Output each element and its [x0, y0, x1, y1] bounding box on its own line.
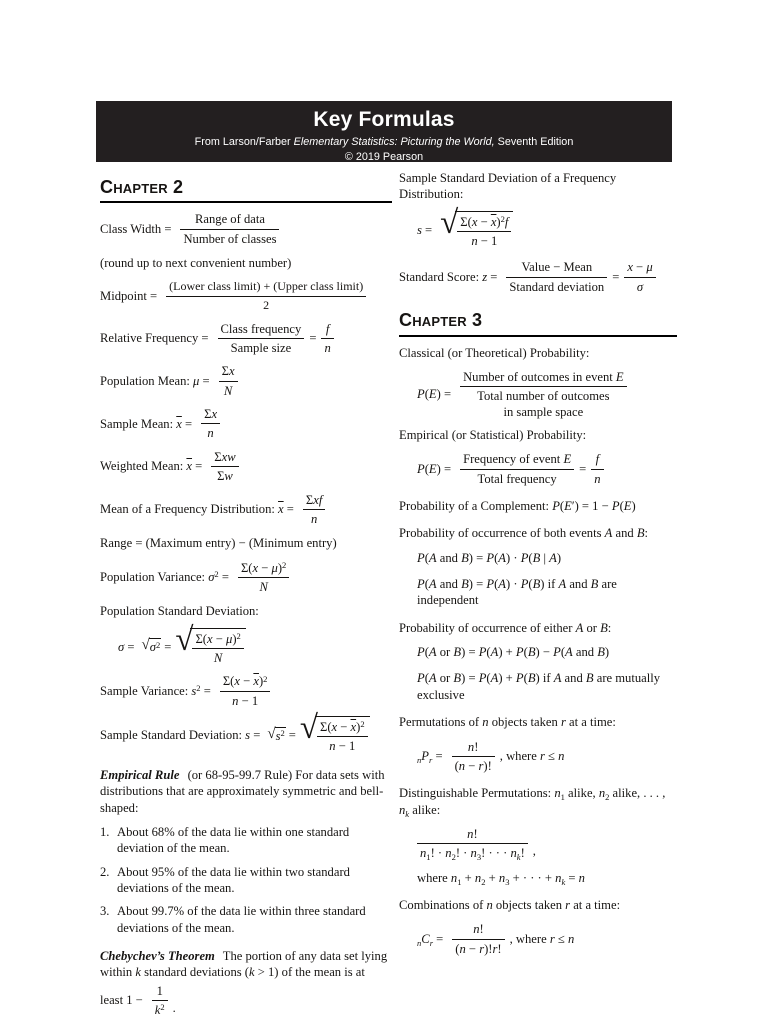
radical	[175, 621, 245, 667]
classical-probability-label: Classical (or Theoretical) Probability:	[399, 345, 590, 360]
radical-small: √ $\sigma^2$	[141, 637, 161, 655]
formula-label: Midpoint =	[100, 289, 158, 304]
formula-sample-mean	[100, 406, 392, 442]
sample-sd-frequency-label: Sample Standard Deviation of a Frequency Distribution:	[399, 171, 617, 202]
list-item	[100, 864, 392, 897]
list-item	[100, 824, 392, 857]
left-column	[100, 176, 392, 1026]
fraction: $\frac{\text{Σxw}}{\Sigma w}$	[211, 449, 238, 485]
fraction: $\frac{1}{k^2}$	[152, 983, 168, 1019]
formula-label: Sample Standard Deviation: s =	[100, 728, 261, 743]
formula-or-mutually-exclusive: P(A or B) = P(A) + P(B) if A and B are mutually exclusive	[417, 671, 661, 702]
formula-combinations	[417, 921, 677, 957]
condition-text: , where r ≤ n	[509, 932, 575, 947]
formula-weighted-mean	[100, 449, 392, 485]
formula-population-mean	[100, 363, 392, 399]
fraction: $\frac{\text{(Lower class limit) + (Upper class limit)}}{2}$	[166, 279, 366, 313]
formula-standard-score	[399, 259, 677, 295]
formula-label: $_nC_r$ =	[417, 932, 444, 949]
formula-label: Population Variance: $\sigma^2$ =	[100, 569, 229, 585]
period: .	[172, 1001, 176, 1016]
formula-label: Mean of a Frequency Distribution: $\overline{x}$ =	[100, 502, 294, 517]
fraction: $\frac{\Sigma x}{n}$	[201, 406, 220, 442]
formula-and-independent: P(A and B) = P(A) · P(B) if A and B are independent	[417, 577, 617, 608]
both-events-label: Probability of occurrence of both events A and B:	[399, 526, 649, 541]
list-text: About 95% of the data lie within two standard deviations of the mean.	[117, 864, 350, 895]
formula-label: Class Width =	[100, 222, 172, 237]
fraction: $\frac{\Sigma(x - \overline{x})^2f}{n - 1}$	[457, 214, 511, 250]
fraction: $\frac{n!}{n_1! \cdot n_2! \cdot n_3! \cdot \cdot \cdot n_k!}$	[417, 826, 528, 862]
formula-classical-probability	[417, 369, 677, 419]
formula-population-sd	[118, 621, 392, 667]
formula-label: Weighted Mean: $\overline{x}$ =	[100, 459, 203, 474]
formula-label: s =	[417, 222, 433, 237]
fraction: $\frac{\Sigma x}{N}$	[219, 363, 238, 399]
fraction: $\frac{\Sigma(x - \overline{x})^2}{n - 1}$	[317, 719, 368, 755]
formula-sample-variance	[100, 673, 392, 709]
fraction: $\frac{\text{Range of data}}{\text{Number of classes}}$	[180, 211, 279, 247]
fraction: $\frac{f}{n}$	[321, 321, 333, 357]
fraction: $\frac{\text{Class frequency}}{\text{Sample size}}$	[218, 321, 305, 357]
list-number: 1.	[100, 824, 110, 839]
radical-sign: √	[141, 637, 150, 654]
fraction: $\frac{n!}{(n - r)!r!}$	[452, 921, 504, 957]
formula-midpoint	[100, 279, 392, 313]
radical-sign: √	[267, 725, 276, 742]
source-subtitle: From Larson/Farber Elementary Statistics: Picturing the World, Seventh Edition	[194, 136, 574, 149]
equals-sign: =	[309, 331, 317, 346]
empirical-probability-label: Empirical (or Statistical) Probability:	[399, 427, 587, 442]
rounding-note: (round up to next convenient number)	[100, 256, 292, 271]
radical	[299, 710, 370, 755]
formula-frequency-distribution-mean	[100, 492, 392, 528]
fraction: $\frac{\Sigma(x - \overline{x})^2}{n - 1}$	[220, 673, 271, 709]
formula-empirical-probability	[417, 451, 677, 487]
fraction: $\frac{\text{Frequency of event E}}{\text{Total frequency}}$	[460, 451, 574, 487]
fraction: $\frac{\Sigma(x - \mu)^2}{N}$	[238, 560, 289, 596]
fraction: $\frac{f}{n}$	[591, 451, 603, 487]
chapter-3-heading: Chapter 3	[399, 309, 677, 336]
radical-sign: √	[175, 621, 194, 658]
formula-relative-frequency	[100, 321, 392, 357]
right-column	[399, 170, 677, 964]
distinguishable-permutations-label: Distinguishable Permutations: $n_1$ alike, $n_2$ alike, . . . , $n_k$ alike:	[399, 786, 666, 819]
equals-sign: =	[612, 270, 620, 285]
chapter-2-heading: Chapter 2	[100, 176, 392, 203]
formula-and-conditional: P(A and B) = P(A) · P(B | A)	[417, 550, 562, 565]
population-sd-label: Population Standard Deviation:	[100, 604, 259, 619]
chebychev-formula-line	[100, 983, 392, 1019]
formula-label: Standard Score: z =	[399, 270, 498, 285]
formula-distinguishable-permutations	[417, 826, 677, 862]
formula-label: P(E) =	[417, 386, 452, 401]
formula-permutations	[417, 739, 677, 775]
equals-sign: =	[288, 728, 296, 743]
formula-label: Sample Mean: $\overline{x}$ =	[100, 416, 193, 431]
radical-small: √ $s^2$	[267, 725, 285, 743]
equals-sign: =	[579, 461, 587, 476]
condition-text: , where r ≤ n	[499, 749, 565, 764]
fraction: $\frac{x - \mu}{\sigma}$	[624, 259, 655, 295]
fraction: Number of outcomes in event E Total number of outcomes in sample space	[460, 369, 627, 419]
fraction: $\frac{\text{Value − Mean}}{\text{Standard deviation}}$	[506, 259, 607, 295]
list-item	[100, 903, 392, 936]
formula-label: Relative Frequency =	[100, 331, 209, 346]
copyright-line: © 2019 Pearson	[344, 151, 424, 164]
formula-complement: Probability of a Complement: P(E′) = 1 − P(E)	[399, 498, 636, 513]
list-text: About 99.7% of the data lie within three standard deviations of the mean.	[117, 904, 366, 935]
fraction: $\frac{\text{Σxf}}{n}$	[303, 492, 325, 528]
formula-label: Sample Variance: $s^2$ =	[100, 683, 211, 699]
radical-sign: √	[299, 710, 318, 747]
fraction: $\frac{n!}{(n - r)!}$	[452, 739, 495, 775]
formula-label: P(E) =	[417, 461, 452, 476]
comma: ,	[532, 844, 536, 859]
formula-sample-sd-frequency	[417, 204, 677, 250]
list-text: About 68% of the data lie within one standard deviation of the mean.	[117, 824, 350, 856]
combinations-label: Combinations of n objects taken r at a time:	[399, 898, 621, 913]
formula-population-variance	[100, 560, 392, 596]
page-title: Key Formulas	[313, 108, 455, 131]
formula-label: Population Mean: μ =	[100, 374, 210, 389]
empirical-rule-paragraph: Empirical Rule (or 68-95-99.7 Rule) For data sets with distributions that are approximately symmetric and bell-shaped:	[100, 767, 385, 815]
formula-label: least 1 −	[100, 993, 143, 1008]
equals-sign: =	[164, 639, 172, 654]
radical-sign: √	[440, 204, 459, 241]
permutations-label: Permutations of n objects taken r at a time:	[399, 715, 616, 730]
formula-or-general: P(A or B) = P(A) + P(B) − P(A and B)	[417, 645, 610, 660]
distinguishable-condition: where $n_1 + n_2 + n_3$ + · · · + $n_k = n$	[417, 870, 585, 887]
formula-range: Range = (Maximum entry) − (Minimum entry)	[100, 536, 337, 551]
chebychev-paragraph: Chebychev’s Theorem The portion of any data set lying within k standard deviations (k > 1) of the mean is at	[100, 949, 388, 980]
list-number: 3.	[100, 904, 110, 919]
formula-class-width	[100, 211, 392, 247]
formula-label: $_nP_r$ =	[417, 749, 443, 766]
either-events-label: Probability of occurrence of either A or B:	[399, 620, 612, 635]
list-number: 2.	[100, 864, 110, 879]
formula-sample-sd	[100, 710, 392, 755]
fraction: $\frac{\Sigma(x - \mu)^2}{N}$	[192, 631, 243, 667]
title-banner	[96, 101, 672, 162]
radical	[440, 204, 513, 250]
formula-label: σ =	[118, 639, 135, 654]
